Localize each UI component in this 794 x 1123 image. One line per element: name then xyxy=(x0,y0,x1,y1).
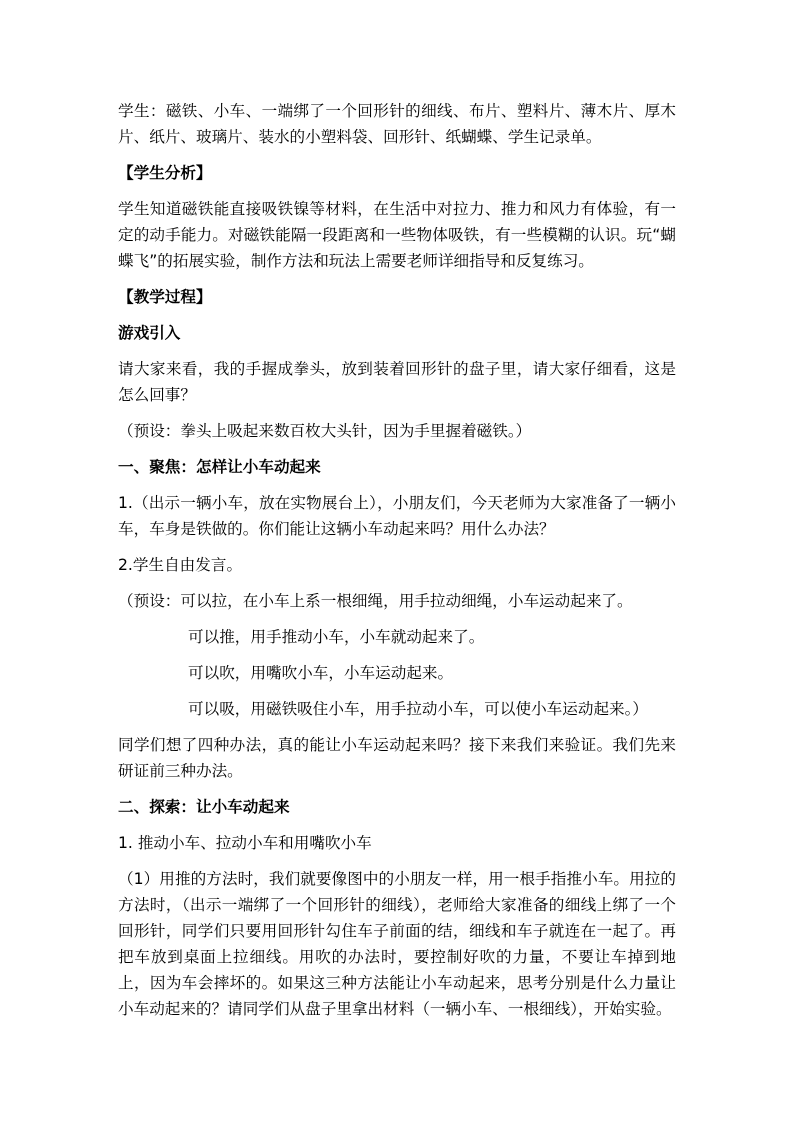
focus-step-2: 2.学生自由发言。 xyxy=(118,556,243,574)
focus-step-1: 1.（出示一辆小车，放在实物展台上），小朋友们，今天老师为大家准备了一辆小车，车身是铁做的。你们能让这辆小车动起来吗？用什么办法？ xyxy=(118,494,676,538)
focus-heading: 一、聚焦：怎样让小车动起来 xyxy=(118,458,321,476)
explore-heading: 二、探索：让小车动起来 xyxy=(118,798,290,816)
preset-magnet: 可以吸，用磁铁吸住小车，用手拉动小车，可以使小车运动起来。） xyxy=(188,700,649,718)
explore-step-1: 1. 推动小车、拉动小车和用嘴吹小车 xyxy=(118,834,372,852)
teaching-process-heading: 【教学过程】 xyxy=(118,288,212,306)
game-intro-heading: 游戏引入 xyxy=(118,324,181,342)
game-intro-preset: （预设：拳头上吸起来数百枚大头针，因为手里握着磁铁。） xyxy=(118,422,532,440)
student-analysis-heading: 【学生分析】 xyxy=(118,164,212,182)
document-page xyxy=(118,98,676,1032)
student-analysis-paragraph: 学生知道磁铁能直接吸铁镍等材料，在生活中对拉力、推力和风力有体验，有一定的动手能力。对磁铁能隔一段距离和一些物体吸铁，有一些模糊的认识。玩“蝴蝶飞”的拓展实验，制作方法和玩法上需要老师详细指导和反复练习。 xyxy=(118,200,676,270)
preset-blow: 可以吹，用嘴吹小车，小车运动起来。 xyxy=(188,664,454,682)
materials-paragraph: 学生：磁铁、小车、一端绑了一个回形针的细线、布片、塑料片、薄木片、厚木片、纸片、玻璃片、装水的小塑料袋、回形针、纸蝴蝶、学生记录单。 xyxy=(118,102,676,146)
game-intro-paragraph: 请大家来看，我的手握成拳头，放到装着回形针的盘子里，请大家仔细看，这是怎么回事？ xyxy=(118,360,676,404)
explore-instructions: （1）用推的方法时，我们就要像图中的小朋友一样，用一根手指推小车。用拉的方法时，（出示一端绑了一个回形针的细线），老师给大家准备的细线上绑了一个回形针，同学们只要用回形针勾住车子前面的结，细线和车子就连在一起了。再把车放到桌面上拉细线。用吹的办法时，要控制好吹的力量，不要让车掉到地上，因为车会摔坏的。如果这三种方法能让小车动起来，思考分别是什么力量让小车动起来的？请同学们从盘子里拿出材料（一辆小车、一根细线），开始实验。 xyxy=(118,870,676,1018)
verify-paragraph: 同学们想了四种办法，真的能让小车运动起来吗？接下来我们来验证。我们先来研证前三种办法。 xyxy=(118,736,676,780)
preset-pull: （预设：可以拉，在小车上系一根细绳，用手拉动细绳，小车运动起来了。 xyxy=(118,592,633,610)
preset-push: 可以推，用手推动小车，小车就动起来了。 xyxy=(188,628,485,646)
